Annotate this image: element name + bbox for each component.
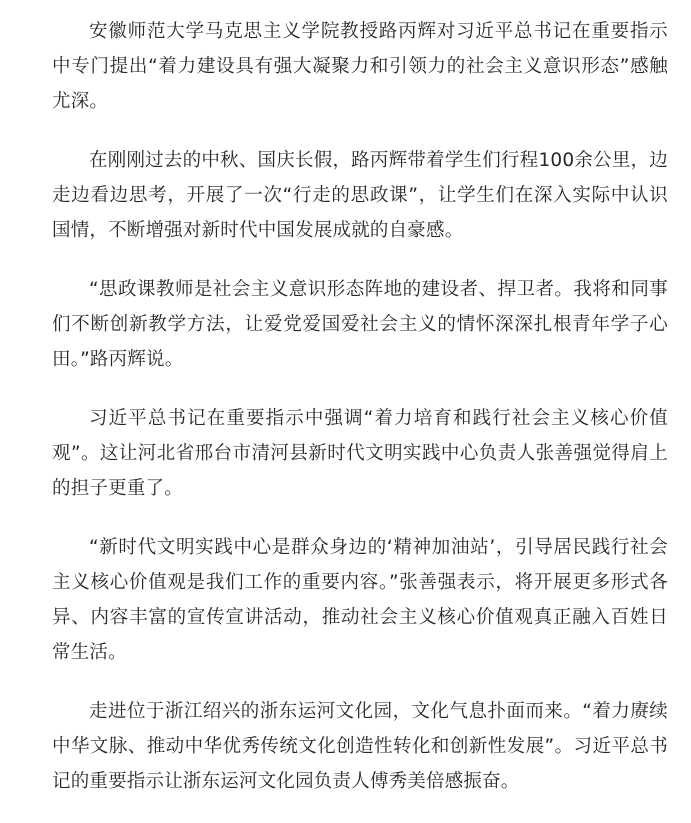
article-paragraph-2: 在刚刚过去的中秋、国庆长假，路丙辉带着学生们行程100余公里，边走边看边思考，开展了一次“行走的思政课”，让学生们在深入实际中认识国情，不断增强对新时代中国发展成就的自豪感。 xyxy=(52,150,668,241)
article-paragraph-3: “思政课教师是社会主义意识形态阵地的建设者、捍卫者。我将和同事们不断创新教学方法，让爱党爱国爱社会主义的情怀深深扎根青年学子心田。”路丙辉说。 xyxy=(52,279,668,370)
article-paragraph-5: “新时代文明实践中心是群众身边的‘精神加油站’，引导居民践行社会主义核心价值观是我们工作的重要内容。”张善强表示，将开展更多形式各异、内容丰富的宣传宣讲活动，推动社会主义核心价值观真正融入百姓日常生活。 xyxy=(52,537,668,663)
article-paragraph-1: 安徽师范大学马克思主义学院教授路丙辉对习近平总书记在重要指示中专门提出“着力建设具有强大凝聚力和引领力的社会主义意识形态”感触尤深。 xyxy=(52,21,668,112)
article-paragraph-6: 走进位于浙江绍兴的浙东运河文化园，文化气息扑面而来。“着力赓续中华文脉、推动中华优秀传统文化创造性转化和创新性发展”。习近平总书记的重要指示让浙东运河文化园负责人傅秀美倍感振奋。 xyxy=(52,701,668,792)
article-paragraph-4: 习近平总书记在重要指示中强调“着力培育和践行社会主义核心价值观”。这让河北省邢台市清河县新时代文明实践中心负责人张善强觉得肩上的担子更重了。 xyxy=(52,408,668,499)
article-body xyxy=(52,14,668,823)
